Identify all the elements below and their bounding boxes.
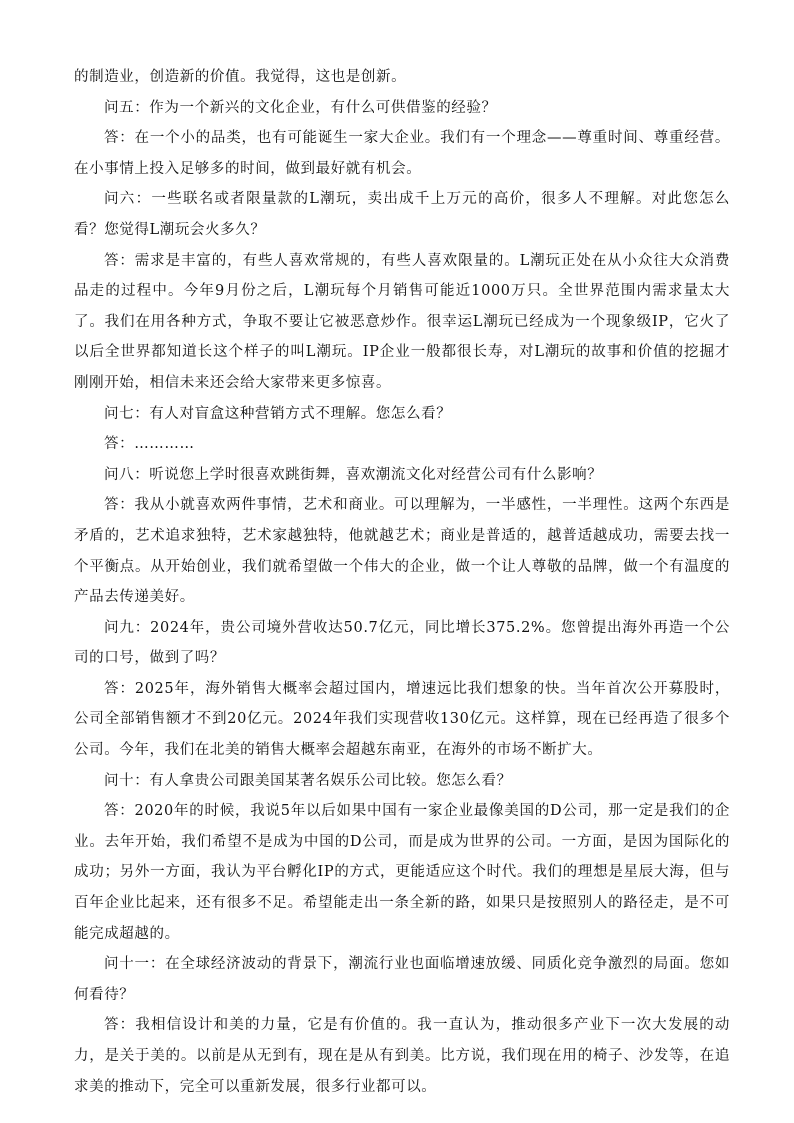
- answer-paragraph: 答：在一个小的品类，也有可能诞生一家大企业。我们有一个理念——尊重时间、尊重经营。在小事情上投入足够多的时间，做到最好就有机会。: [74, 130, 730, 177]
- question-paragraph: 问八：听说您上学时很喜欢跳街舞，喜欢潮流文化对经营公司有什么影响？: [104, 466, 603, 483]
- answer-paragraph: 答：2025年，海外销售大概率会超过国内，增速远比我们想象的快。当年首次公开募股时，公司全部销售额才不到20亿元。2024年我们实现营收130亿元。这样算，现在已经再造了很多个公司。今年，我们在北美的销售大概率会超越东南亚，在海外的市场不断扩大。: [74, 680, 730, 759]
- answer-paragraph: 答：我相信设计和美的力量，它是有价值的。我一直认为，推动很多产业下一次大发展的动力，是关于美的。以前是从无到有，现在是从有到美。比方说，我们现在用的椅子、沙发等，在追求美的推动下，完全可以重新发展，很多行业都可以。: [74, 1017, 730, 1095]
- question-paragraph: 问十一：在全球经济波动的背景下，潮流行业也面临增速放缓、同质化竞争激烈的局面。您如何看待？: [74, 956, 730, 1003]
- question-paragraph: 问十：有人拿贵公司跟美国某著名娱乐公司比较。您怎么看？: [104, 772, 512, 789]
- answer-paragraph: 答：我从小就喜欢两件事情，艺术和商业。可以理解为，一半感性，一半理性。这两个东西是矛盾的，艺术追求独特，艺术家越独特，他就越艺术；商业是普适的，越普适越成功，需要去找一个平衡点。从开始创业，我们就希望做一个伟大的企业，做一个让人尊敬的品牌，做一个有温度的产品去传递美好。: [74, 497, 730, 606]
- question-paragraph: 问九：2024年，贵公司境外营收达50.7亿元，同比增长375.2%。您曾提出海外再造一个公司的口号，做到了吗？: [74, 619, 730, 667]
- answer-paragraph: 答：需求是丰富的，有些人喜欢常规的，有些人喜欢限量的。L潮玩正处在从小众往大众消费品走的过程中。今年9月份之后，L潮玩每个月销售可能近1000万只。全世界范围内需求量太大了。我们在用各种方式，争取不要让它被恶意炒作。很幸运L潮玩已经成为一个现象级IP，它火了以后全世界都知道长这个样子的叫L潮玩。IP企业一般都很长寿，对L潮玩的故事和价值的挖掘才刚刚开始，相信未来还会给大家带来更多惊喜。: [74, 252, 730, 391]
- question-paragraph: 问五：作为一个新兴的文化企业，有什么可供借鉴的经验？: [104, 99, 497, 116]
- question-paragraph: 问七：有人对盲盒这种营销方式不理解。您怎么看？: [104, 405, 452, 422]
- answer-paragraph: 答：…………: [104, 436, 195, 453]
- document-body: [74, 62, 730, 1102]
- paragraph: 的制造业，创造新的价值。我觉得，这也是创新。: [74, 69, 407, 85]
- answer-paragraph: 答：2020年的时候，我说5年以后如果中国有一家企业最像美国的D公司，那一定是我们的企业。去年开始，我们希望不是成为中国的D公司，而是成为世界的公司。一方面，是因为国际化的成功；另外一方面，我认为平台孵化IP的方式，更能适应这个时代。我们的理想是星辰大海，但与百年企业比起来，还有很多不足。希望能走出一条全新的路，如果只是按照别人的路径走，是不可能完成超越的。: [74, 803, 730, 942]
- question-paragraph: 问六：一些联名或者限量款的L潮玩，卖出成千上万元的高价，很多人不理解。对此您怎么看？您觉得L潮玩会火多久？: [74, 191, 730, 238]
